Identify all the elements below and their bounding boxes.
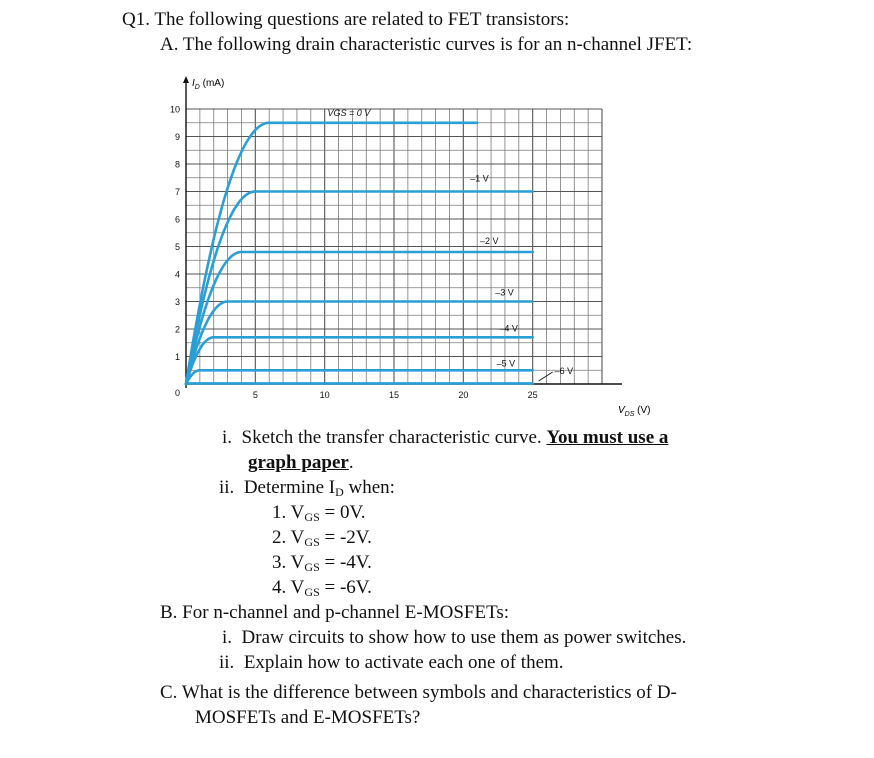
item-number: ii. [219, 652, 235, 673]
y-tick-label: 4 [174, 269, 180, 280]
y-axis-label: $I_D$ (mA) [192, 78, 225, 91]
characteristic-curve [186, 123, 477, 384]
condition-value: = 0V. [324, 502, 366, 523]
question-heading: Q1. The following questions are related to FET transistors: [122, 9, 570, 30]
y-tick-label: 8 [174, 159, 180, 170]
condition-number: 1. [272, 502, 287, 523]
x-axis-label: $V_{DS}$ (V) [618, 405, 651, 418]
item-a-i [222, 427, 668, 449]
series-label: –5 V [496, 358, 516, 369]
y-tick-label: 9 [174, 132, 180, 142]
item-text: Determine I [243, 477, 336, 498]
condition-value: = -4V. [324, 552, 372, 573]
condition-2 [272, 527, 372, 553]
subscript: GS [304, 585, 320, 599]
subscript: D [335, 485, 344, 499]
condition-number: 2. [272, 527, 287, 548]
origin-label: 0 [174, 388, 180, 398]
condition-3 [272, 552, 372, 578]
item-b-ii [219, 652, 564, 674]
x-tick-label: 25 [527, 390, 538, 400]
subscript: GS [304, 510, 320, 524]
condition-4 [272, 577, 372, 603]
emphasis-text-2: graph paper [248, 452, 349, 473]
period: . [348, 452, 354, 473]
item-text: Explain how to activate each one of them. [243, 652, 564, 673]
y-tick-label: 1 [174, 352, 180, 362]
item-number: i. [222, 627, 233, 648]
condition-value: = -6V. [324, 577, 372, 598]
part-a-intro: A. The following drain characteristic curves is for an n-channel JFET: [160, 34, 693, 55]
series-label: VGS = 0 V [327, 107, 371, 118]
series-label: –2 V [479, 236, 499, 246]
item-text: Sketch the transfer characteristic curve. [241, 427, 542, 448]
x-tick-label: 20 [458, 390, 469, 400]
emphasis-text: You must use a [546, 427, 669, 448]
subscript: GS [304, 560, 320, 574]
series-label: –1 V [470, 173, 489, 184]
condition-number: 3. [272, 552, 287, 573]
part-c-line-1: C. What is the difference between symbols and characteristics of D- [160, 682, 677, 703]
item-text: Draw circuits to show how to use them as power switches. [241, 627, 687, 648]
y-tick-label: 7 [174, 187, 180, 197]
item-a-i-continued [248, 452, 354, 474]
part-c-line-2: MOSFETs and E-MOSFETs? [195, 707, 421, 728]
item-text-end: when: [348, 477, 395, 498]
condition-variable: V [290, 577, 305, 598]
characteristic-curve [186, 370, 533, 384]
y-tick-label: 6 [174, 214, 180, 225]
series-label: –4 V [499, 323, 518, 334]
condition-variable: V [290, 527, 305, 548]
jfet-drain-characteristics-chart [150, 72, 710, 422]
item-a-ii [219, 477, 395, 503]
chart-curves [186, 123, 533, 384]
x-tick-label: 15 [388, 390, 400, 400]
condition-variable: V [290, 552, 305, 573]
item-number: ii. [219, 477, 235, 498]
part-b-heading: B. For n-channel and p-channel E-MOSFETs: [160, 602, 510, 623]
condition-variable: V [290, 502, 305, 523]
condition-1 [272, 502, 366, 528]
condition-value: = -2V. [324, 527, 372, 548]
series-label: –3 V [495, 287, 514, 298]
item-number: i. [222, 427, 233, 448]
chart-grid [186, 109, 602, 384]
series-label: –6 V [554, 366, 574, 376]
x-tick-label: 10 [319, 390, 330, 400]
characteristic-curve [186, 252, 533, 384]
item-b-i [222, 627, 686, 649]
y-tick-label: 5 [174, 242, 180, 252]
y-tick-label: 10 [169, 104, 180, 115]
condition-number: 4. [272, 577, 287, 598]
chart-series-labels [327, 108, 573, 381]
y-tick-label: 3 [174, 297, 180, 307]
subscript: GS [304, 535, 320, 549]
x-tick-label: 5 [252, 390, 258, 400]
y-tick-label: 2 [174, 324, 180, 335]
y-axis-arrow [183, 76, 189, 83]
characteristic-curve [186, 337, 533, 384]
series-label-pointer [539, 372, 553, 381]
